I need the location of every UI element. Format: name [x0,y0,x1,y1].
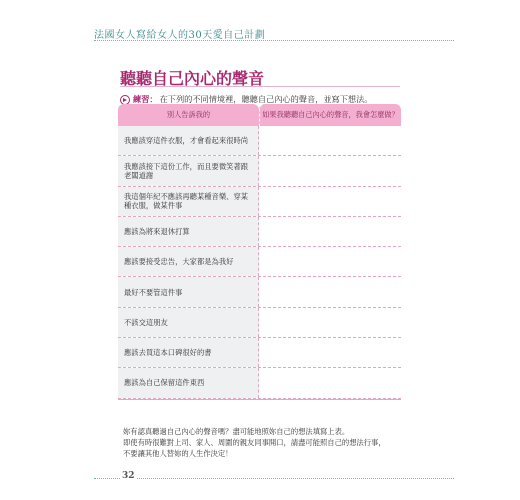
page-number: 32 [122,471,135,481]
table-row [118,217,401,247]
table-row [118,156,401,186]
table-bottom-border [118,399,401,400]
table-cell-answer [259,126,401,155]
section-title: 聽聽自己內心的聲音 [120,69,265,88]
table-row [118,277,401,307]
footer-divider [94,478,454,479]
header-divider [94,40,454,41]
table-cell-answer [259,247,401,276]
exercise-text: 在下列的不同情境裡，聽聽自己內心的聲音，並寫下想法。 [159,94,373,104]
table-cell-statement: 不該交這朋友 [118,308,259,337]
table-cell-answer [259,187,401,216]
table-row [118,308,401,338]
exercise-table [118,104,401,400]
table-cell-statement: 應該為將來退休打算 [118,217,259,246]
table-row [118,247,401,277]
table-header-row [118,104,401,126]
arrow-right-icon [120,95,130,105]
closing-line: 不要讓其他人替妳的人生作決定！ [123,449,233,458]
table-cell-statement: 我應該接下這份工作，而且要微笑著跟老闆道謝 [118,156,259,185]
table-cell-statement: 我這個年紀不應該再聽某種音樂、穿某種衣服，做某件事 [118,187,259,216]
table-row [118,187,401,217]
running-header-title: 法國女人寫給女人的30天愛自己計劃 [94,30,266,41]
table-cell-answer [259,308,401,337]
closing-line: 即使有時很難對上司、家人、周圍的親友同事開口，請盡可能照自己的想法行事， [123,438,386,447]
table-cell-answer [259,217,401,246]
table-row [118,126,401,156]
closing-line: 妳有認真聽過自己內心的聲音嗎？盡可能地照妳自己的想法填寫上表。 [123,427,350,436]
table-header-others-told-me: 別人告訴我的 [118,104,259,126]
table-cell-answer [259,277,401,306]
table-cell-statement: 最好不要管這件事 [118,277,259,306]
section-title-underline [120,86,400,87]
table-cell-statement: 應該為自己保留這件東西 [118,368,259,397]
closing-paragraph [123,426,423,459]
table-cell-statement: 我應該穿這件衣服，才會看起來很時尚 [118,126,259,155]
table-row [118,368,401,398]
exercise-label: 練習： [133,94,158,104]
table-cell-statement: 應該要接受忠告，大家都是為我好 [118,247,259,276]
table-cell-answer [259,368,401,397]
table-cell-answer [259,338,401,367]
table-header-inner-voice: 如果我聽聽自己內心的聲音，我會怎麼做？ [259,104,401,126]
table-cell-answer [259,156,401,185]
table-row [118,338,401,368]
table-cell-statement: 應該去買這本口碑很好的書 [118,338,259,367]
